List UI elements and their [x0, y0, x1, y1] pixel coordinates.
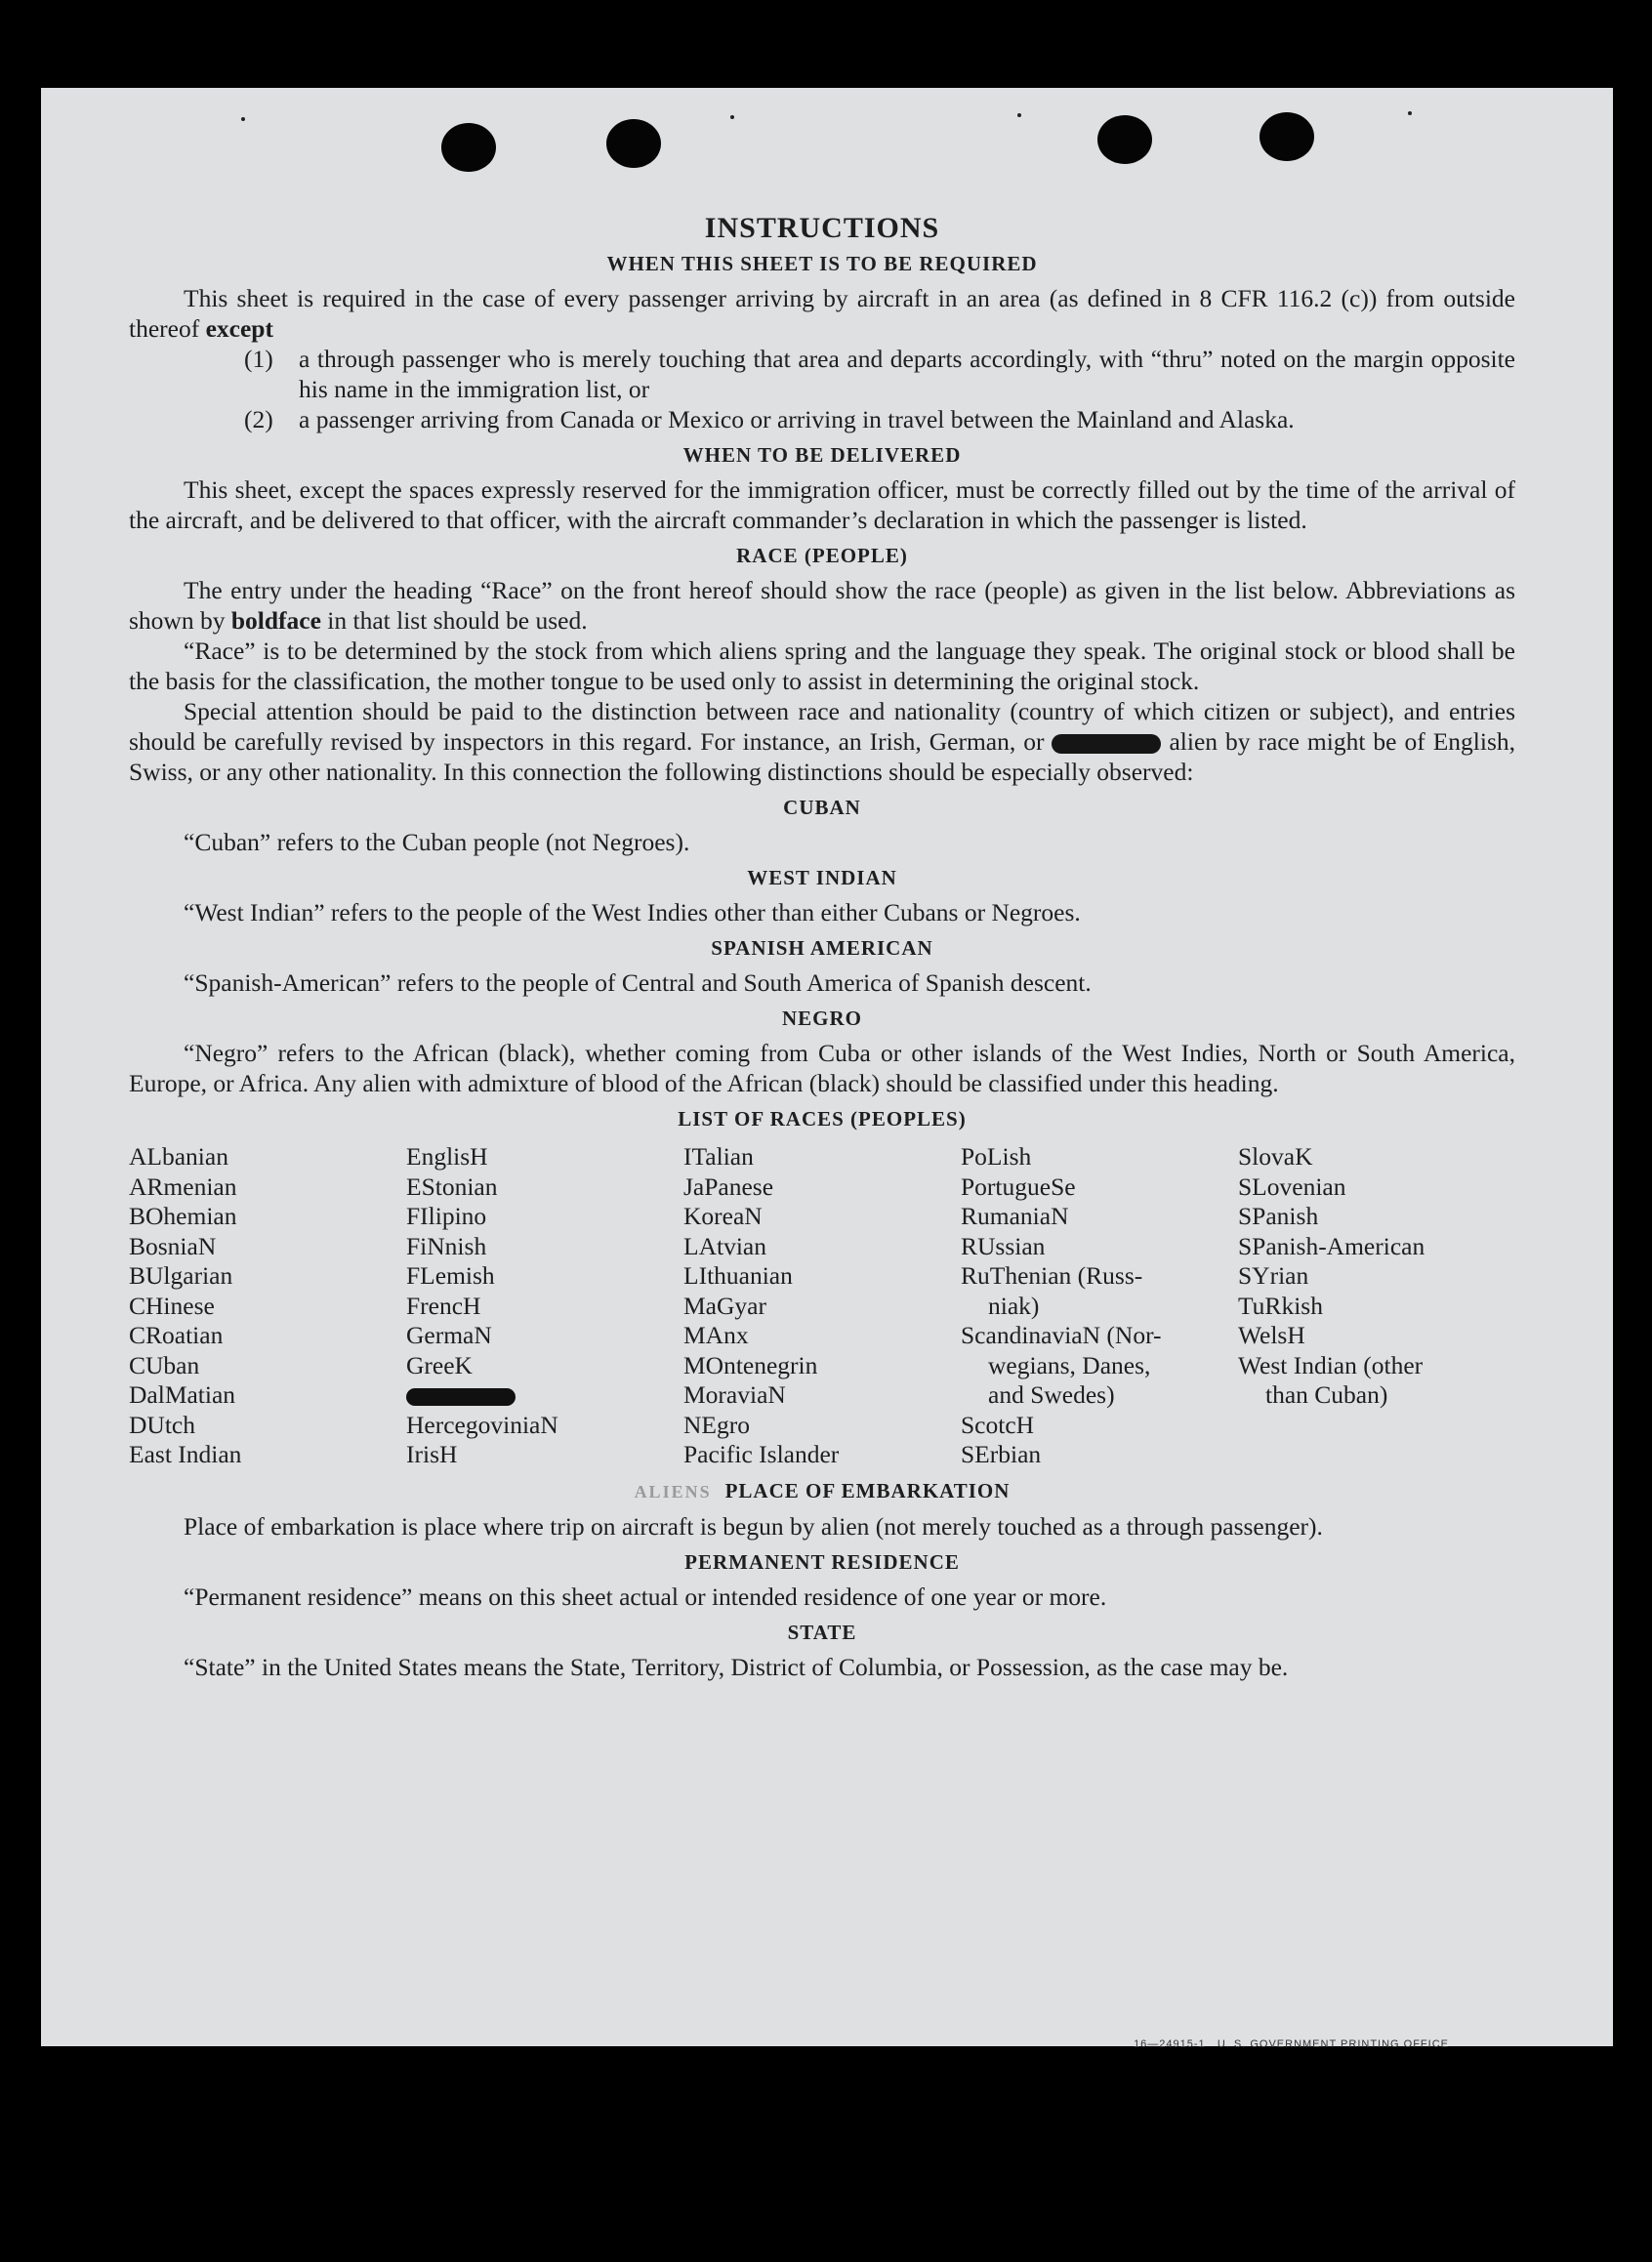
race-entry: ITalian	[683, 1142, 754, 1171]
section-heading-when-delivered: WHEN TO BE DELIVERED	[682, 443, 962, 467]
exception-item: (2) a passenger arriving from Canada or Mexico or arriving in travel between the Mainland and Alaska.	[244, 405, 1295, 433]
instructions-content	[129, 213, 1515, 1682]
race-entry: BUlgarian	[129, 1261, 233, 1290]
race-entry: CHinese	[129, 1291, 215, 1320]
section-heading-negro: NEGRO	[781, 1007, 862, 1030]
race-entry: ScotcH	[961, 1410, 1035, 1439]
race-entry: TuRkish	[1238, 1291, 1323, 1320]
place-of-embarkation-text: Place of embarkation is place where trip on aircraft is begun by alien (not merely touched as a through passenger).	[184, 1511, 1323, 1541]
race-entry: JaPanese	[683, 1172, 774, 1201]
paper-speck	[730, 115, 734, 119]
races-column	[406, 1142, 683, 1470]
punch-hole	[1097, 115, 1152, 164]
section-heading-cuban: CUBAN	[783, 796, 861, 819]
race-entry: BosniaN	[129, 1231, 217, 1260]
race-entry-continuation: and Swedes)	[988, 1380, 1115, 1409]
section-heading-spanish-american: SPANISH AMERICAN	[711, 936, 933, 960]
race-entry: DalMatian	[129, 1380, 236, 1409]
race-entry: SLovenian	[1238, 1172, 1346, 1201]
race-entry: FIlipino	[406, 1202, 487, 1230]
state-text: “State” in the United States means the State, Territory, District of Columbia, or Possession, as the case may be.	[184, 1652, 1289, 1681]
race-entry: ScandinaviaN (Nor-	[961, 1321, 1162, 1349]
races-column	[683, 1142, 961, 1470]
permanent-residence-text: “Permanent residence” means on this sheet actual or intended residence of one year or more.	[184, 1582, 1107, 1611]
race-paragraph: Special attention should be paid to the distinction between race and nationality (country of which citizen or subject), and entries should be carefully revised by inspectors in this regard. For instance, an Irish, German, or alien by race might be of English, Swiss, or any other nationality. In this connection the following distinctions should be especially observed:	[129, 697, 1515, 786]
race-entry: West Indian (other	[1238, 1350, 1424, 1379]
race-entry-continuation: wegians, Danes,	[988, 1350, 1151, 1379]
section-heading-race: RACE (PEOPLE)	[736, 544, 908, 567]
section-heading-place-of-embarkation: ALIENS PLACE OF EMBARKATION	[634, 1478, 1011, 1502]
race-entry-continuation: niak)	[988, 1291, 1040, 1320]
race-entry: SlovaK	[1238, 1142, 1313, 1171]
race-entry: ALbanian	[129, 1142, 228, 1171]
paper-speck	[1408, 111, 1412, 115]
race-entry: GermaN	[406, 1321, 492, 1349]
exception-item: (1) a through passenger who is merely touching that area and departs accordingly, with “thru” noted on the margin opposite his name in the immigration list, or	[244, 345, 1515, 403]
race-entry: NEgro	[683, 1410, 750, 1439]
when-required-intro: This sheet is required in the case of every passenger arriving by aircraft in an area (as defined in 8 CFR 116.2 (c)) from outside thereof except	[129, 284, 1515, 343]
spanish-american-text: “Spanish-American” refers to the people of Central and South America of Spanish descent.	[184, 968, 1092, 997]
races-column	[129, 1142, 406, 1470]
section-heading-west-indian: WEST INDIAN	[747, 866, 897, 889]
race-entry: Pacific Islander	[683, 1440, 840, 1468]
races-column	[961, 1142, 1238, 1470]
race-entry: KoreaN	[683, 1202, 763, 1230]
race-entry: FiNnish	[406, 1231, 487, 1260]
smudged-text: ALIENS	[634, 1481, 712, 1501]
race-entry: MOntenegrin	[683, 1350, 818, 1379]
negro-text: “Negro” refers to the African (black), whether coming from Cuba or other islands of the West Indies, North or South America, Europe, or Africa. Any alien with admixture of blood of the African (black) should be classified under this heading.	[129, 1039, 1515, 1097]
document-page	[41, 88, 1613, 2050]
section-heading-when-required: WHEN THIS SHEET IS TO BE REQUIRED	[606, 252, 1038, 275]
print-code: 16—24915-1 U. S. GOVERNMENT PRINTING OFFICE	[1134, 2038, 1449, 2050]
race-entry: East Indian	[129, 1440, 242, 1468]
race-entry: GreeK	[406, 1350, 473, 1379]
race-entry: MAnx	[683, 1321, 749, 1349]
races-column	[1238, 1142, 1515, 1470]
race-entry: MoraviaN	[683, 1380, 786, 1409]
race-entry: ARmenian	[129, 1172, 237, 1201]
race-entry-continuation: than Cuban)	[1265, 1380, 1388, 1409]
race-paragraph: “Race” is to be determined by the stock from which aliens spring and the language they speak. The original stock or blood shall be the basis for the classification, the mother tongue to be used only to assist in determining the original stock.	[129, 637, 1515, 695]
section-heading-state: STATE	[787, 1620, 857, 1644]
when-delivered-text: This sheet, except the spaces expressly reserved for the immigration officer, must be correctly filled out by the time of the arrival of the aircraft, and be delivered to that officer, with the aircraft commander’s declaration in which the passenger is listed.	[129, 475, 1515, 534]
race-entry: PoLish	[961, 1142, 1032, 1171]
race-entry: SPanish-American	[1238, 1231, 1425, 1260]
race-entry: HercegoviniaN	[406, 1410, 558, 1439]
redaction-mark	[406, 1388, 516, 1406]
section-heading-permanent-residence: PERMANENT RESIDENCE	[684, 1549, 960, 1574]
race-entry: WelsH	[1238, 1321, 1305, 1349]
races-list	[129, 1142, 1515, 1470]
cuban-text: “Cuban” refers to the Cuban people (not Negroes).	[184, 828, 690, 856]
page-title: INSTRUCTIONS	[704, 212, 940, 244]
race-entry: DUtch	[129, 1410, 195, 1439]
section-heading-list-of-races: LIST OF RACES (PEOPLES)	[678, 1107, 967, 1131]
punch-hole	[441, 123, 496, 172]
race-entry: MaGyar	[683, 1291, 766, 1320]
race-entry: FLemish	[406, 1261, 495, 1290]
race-entry: SPanish	[1238, 1202, 1319, 1230]
race-entry: SYrian	[1238, 1261, 1309, 1290]
race-entry: LAtvian	[683, 1231, 766, 1260]
race-entry: LIthuanian	[683, 1261, 793, 1290]
race-entry: RUssian	[961, 1231, 1046, 1260]
race-entry: IrisH	[406, 1440, 458, 1468]
race-entry: EnglisH	[406, 1142, 488, 1171]
punch-hole	[1260, 112, 1314, 161]
race-entry: FrencH	[406, 1291, 481, 1320]
race-entry: CUban	[129, 1350, 200, 1379]
race-entry-redacted	[406, 1380, 683, 1411]
paper-speck	[1017, 113, 1021, 117]
race-entry: RumaniaN	[961, 1202, 1069, 1230]
race-entry: SErbian	[961, 1440, 1042, 1468]
race-entry: RuThenian (Russ-	[961, 1261, 1143, 1290]
race-entry: CRoatian	[129, 1321, 224, 1349]
race-entry: BOhemian	[129, 1202, 237, 1230]
race-entry: EStonian	[406, 1172, 498, 1201]
west-indian-text: “West Indian” refers to the people of the West Indies other than either Cubans or Negroes.	[184, 898, 1081, 926]
paper-speck	[241, 117, 245, 121]
race-paragraph: The entry under the heading “Race” on the front hereof should show the race (people) as given in the list below. Abbreviations as shown by boldface in that list should be used.	[129, 576, 1515, 635]
redaction-mark	[1052, 734, 1161, 754]
punch-hole	[606, 119, 661, 168]
race-entry: PortugueSe	[961, 1172, 1076, 1201]
